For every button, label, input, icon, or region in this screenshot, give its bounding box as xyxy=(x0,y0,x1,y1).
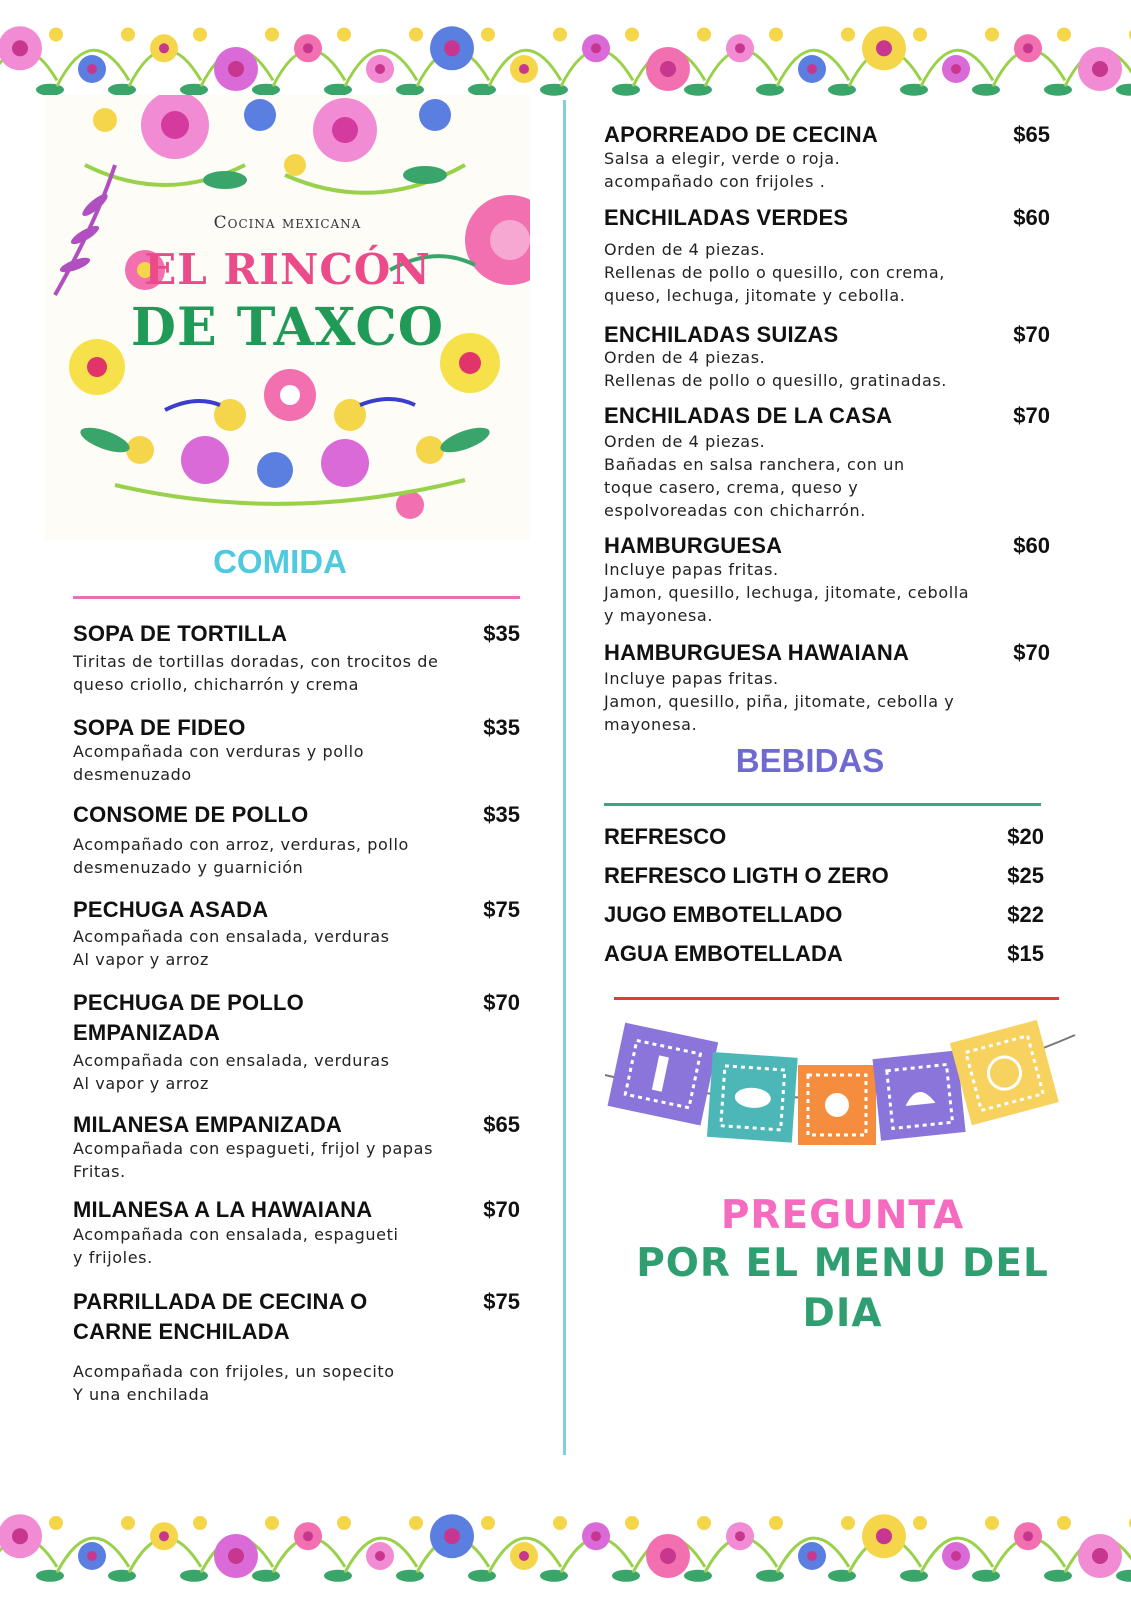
menu-item-price: $70 xyxy=(1013,403,1050,428)
menu-item-description: Acompañado con arroz, verduras, pollo desmenuzado y guarnición xyxy=(73,835,409,877)
menu-item-name: SOPA DE TORTILLA xyxy=(73,621,288,646)
menu-item-price: $60 xyxy=(1013,205,1050,230)
menu-item-description: Acompañada con frijoles, un sopecito Y una enchilada xyxy=(73,1362,395,1404)
drink-price: $20 xyxy=(1007,824,1044,849)
menu-item-price: $60 xyxy=(1013,533,1050,558)
restaurant-name-line2: DE TAXCO xyxy=(130,297,445,358)
comida-heading: COMIDA xyxy=(213,543,347,580)
menu-item-price: $35 xyxy=(483,621,520,646)
comida-rule xyxy=(73,596,520,599)
menu-item-price: $65 xyxy=(1013,122,1050,147)
menu-item-description: Incluye papas fritas. Jamon, quesillo, piña, jitomate, cebolla y mayonesa. xyxy=(604,669,955,734)
menu-item-description: Acompañada con ensalada, verduras Al vapor y arroz xyxy=(73,1051,390,1093)
drink-name: REFRESCO LIGTH O ZERO xyxy=(604,863,889,888)
menu-item-name: ENCHILADAS DE LA CASA xyxy=(604,403,893,428)
menu-item-price: $75 xyxy=(483,897,520,922)
floral-border-bottom xyxy=(0,1490,1131,1600)
papel-picado-icon xyxy=(605,1015,1085,1160)
menu-item-name: HAMBURGUESA xyxy=(604,533,783,558)
menu-item-name: ENCHILADAS SUIZAS xyxy=(604,322,839,347)
restaurant-name-line1: EL RINCÓN xyxy=(144,245,431,294)
menu-item-name: ENCHILADAS VERDES xyxy=(604,205,849,230)
menu-item-description: Orden de 4 piezas. Rellenas de pollo o quesillo, con crema, queso, lechuga, jitomate y cebolla. xyxy=(604,240,945,305)
bebidas-heading: BEBIDAS xyxy=(735,742,885,779)
menu-item-name: PECHUGA DE POLLO EMPANIZADA xyxy=(73,990,304,1045)
column-divider xyxy=(563,100,566,1455)
menu-item-price: $35 xyxy=(483,802,520,827)
header-artwork xyxy=(45,95,530,540)
menu-item-name: PECHUGA ASADA xyxy=(73,897,269,922)
restaurant-kicker: Cocina mexicana xyxy=(213,213,362,233)
promo-line3: DIA xyxy=(802,1291,883,1336)
bebidas-rule xyxy=(604,803,1041,806)
drink-name: REFRESCO xyxy=(604,824,727,849)
drink-name: JUGO EMBOTELLADO xyxy=(604,902,843,927)
bebidas-end-rule xyxy=(614,997,1059,1000)
menu-item-price: $65 xyxy=(483,1112,520,1137)
drink-price: $15 xyxy=(1007,941,1044,966)
menu-item-name: HAMBURGUESA HAWAIANA xyxy=(604,640,910,665)
menu-item-description: Orden de 4 piezas. Rellenas de pollo o quesillo, gratinadas. xyxy=(604,348,947,390)
menu-item-description: Acompañada con espagueti, frijol y papas Fritas. xyxy=(73,1139,434,1181)
promo-line2: POR EL MENU DEL xyxy=(636,1241,1049,1286)
drink-price: $25 xyxy=(1007,863,1044,888)
menu-item-description: Acompañada con ensalada, verduras Al vapor y arroz xyxy=(73,927,390,969)
menu-item-price: $70 xyxy=(1013,322,1050,347)
menu-item-price: $70 xyxy=(483,1197,520,1222)
drink-price: $22 xyxy=(1007,902,1044,927)
menu-item-name: MILANESA EMPANIZADA xyxy=(73,1112,343,1137)
floral-pattern-icon xyxy=(0,1490,1131,1600)
menu-item-description: Incluye papas fritas. Jamon, quesillo, lechuga, jitomate, cebolla y mayonesa. xyxy=(604,560,970,625)
menu-item-price: $70 xyxy=(1013,640,1050,665)
menu-item-name: PARRILLADA DE CECINA O CARNE ENCHILADA xyxy=(73,1289,368,1344)
promo-line1: PREGUNTA xyxy=(720,1193,965,1238)
menu-item-description: Acompañada con ensalada, espagueti y frijoles. xyxy=(73,1225,399,1267)
menu-item-description: Acompañada con verduras y pollo desmenuzado xyxy=(73,742,365,784)
menu-item-name: MILANESA A LA HAWAIANA xyxy=(73,1197,373,1222)
menu-item-name: SOPA DE FIDEO xyxy=(73,715,246,740)
menu-item-name: CONSOME DE POLLO xyxy=(73,802,309,827)
menu-item-description: Tiritas de tortillas doradas, con trocitos de queso criollo, chicharrón y crema xyxy=(73,652,439,694)
menu-item-name: APORREADO DE CECINA xyxy=(604,122,878,147)
drink-name: AGUA EMBOTELLADA xyxy=(604,941,843,966)
menu-item-price: $70 xyxy=(483,990,520,1015)
menu-item-price: $75 xyxy=(483,1289,520,1314)
menu-item-price: $35 xyxy=(483,715,520,740)
menu-item-description: Orden de 4 piezas. Bañadas en salsa ranchera, con un toque casero, crema, queso y espolvoreadas con chicharrón. xyxy=(604,432,905,520)
papel-picado-banner xyxy=(605,1015,1085,1164)
menu-item-description: Salsa a elegir, verde o roja. acompañado con frijoles . xyxy=(604,149,841,191)
